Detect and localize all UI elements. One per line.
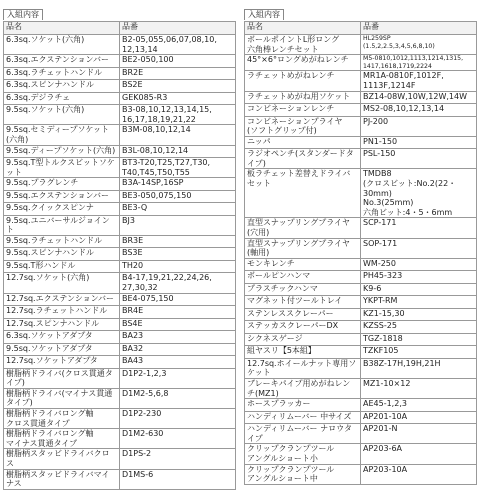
table-row	[4, 190, 236, 203]
part-number-cell: GEK085-R3	[120, 92, 236, 105]
part-name-cell: 12.7sq.ソケットアダプタ	[4, 356, 120, 369]
table-row	[4, 343, 236, 356]
part-name-cell: 6.3sq.ラチェットハンドル	[4, 67, 120, 80]
part-number-cell: B3M-08,10,12,14	[120, 125, 236, 145]
table-row	[245, 91, 477, 104]
part-number-cell: SOP-171	[361, 238, 477, 258]
table-row	[4, 388, 236, 408]
part-number-cell: MZ1-10×12	[361, 378, 477, 398]
table-row	[4, 145, 236, 158]
part-name-cell: モンキレンチ	[245, 258, 361, 271]
part-name-cell: 12.7sq.ホイールナット専用ソケット	[245, 358, 361, 378]
part-name-cell: 9.5sq.ソケットアダプタ	[4, 343, 120, 356]
table-row	[245, 358, 477, 378]
part-number-cell: BR3E	[120, 235, 236, 248]
table-row	[245, 258, 477, 271]
part-name-cell: クリップクランプツール アングルショート小	[245, 444, 361, 464]
part-name-cell: ラチェットめがねレンチ	[245, 71, 361, 91]
part-name-cell: 樹脂柄スタッビドライバマイナス	[4, 469, 120, 489]
table-row	[4, 158, 236, 178]
part-number-cell: AP203-10A	[361, 464, 477, 484]
part-name-cell: 樹脂柄ドライバロング軸 クロス貫通タイプ	[4, 409, 120, 429]
part-number-cell: BJ3	[120, 215, 236, 235]
part-number-cell: D1MS-6	[120, 469, 236, 489]
part-name-cell: ボールポイントL形ロング 六角棒レンチセット	[245, 35, 361, 55]
table-row	[4, 248, 236, 261]
right-header-row	[245, 22, 477, 35]
part-number-cell: B3L-08,10,12,14	[120, 145, 236, 158]
table-row	[245, 308, 477, 321]
table-row	[4, 125, 236, 145]
table-row	[245, 346, 477, 359]
part-name-cell: 45°×6°ロングめがねレンチ	[245, 55, 361, 71]
part-number-cell: BE4-075,150	[120, 293, 236, 306]
table-row	[245, 424, 477, 444]
table-row	[4, 235, 236, 248]
part-number-cell: AP201-10A	[361, 411, 477, 424]
table-row	[4, 178, 236, 191]
part-name-cell: 6.3sq.エクステンションバー	[4, 55, 120, 68]
right-header-name: 品名	[245, 22, 361, 35]
table-row	[4, 429, 236, 449]
part-number-cell: PJ-200	[361, 116, 477, 136]
table-row	[4, 306, 236, 319]
table-row	[245, 169, 477, 218]
part-number-cell: SCP-171	[361, 218, 477, 238]
part-name-cell: 板ラチェット差替えドライバセット	[245, 169, 361, 218]
part-name-cell: 9.5sq.エクステンションバー	[4, 190, 120, 203]
table-row	[245, 271, 477, 284]
part-number-cell: K9-6	[361, 283, 477, 296]
part-name-cell: プラスチックハンマ	[245, 283, 361, 296]
part-name-cell: ラジオペンチ(スタンダードタイプ)	[245, 149, 361, 169]
left-table-body	[4, 35, 236, 490]
part-number-cell: BE2-050,100	[120, 55, 236, 68]
part-number-cell: D1M2-630	[120, 429, 236, 449]
part-name-cell: 樹脂柄ドライバ(マイナス貫通タイプ)	[4, 388, 120, 408]
left-header-row	[4, 22, 236, 35]
part-name-cell: コンビネーションレンチ	[245, 104, 361, 117]
part-name-cell: 9.5sq.プラグレンチ	[4, 178, 120, 191]
part-number-cell: MR1A-0810F,1012F, 1113F,1214F	[361, 71, 477, 91]
part-name-cell: 9.5sq.ディープソケット(六角)	[4, 145, 120, 158]
table-row	[4, 105, 236, 125]
part-number-cell: PN1-150	[361, 136, 477, 149]
table-row	[245, 136, 477, 149]
part-number-cell: M5-0810,1012,1113,1214,1315, 1417,1618,1719,2224	[361, 55, 477, 71]
table-row	[245, 399, 477, 412]
part-name-cell: 9.5sq.ユニバーサルジョイント	[4, 215, 120, 235]
part-name-cell: 6.3sq.デジラチェ	[4, 92, 120, 105]
part-name-cell: 12.7sq.ソケット(六角)	[4, 273, 120, 293]
part-number-cell: AP201-N	[361, 424, 477, 444]
part-number-cell: B3-08,10,12,13,14,15, 16,17,18,19,21,22	[120, 105, 236, 125]
part-name-cell: 9.5sq.セミディープソケット(六角)	[4, 125, 120, 145]
part-name-cell: 12.7sq.スピンナハンドル	[4, 318, 120, 331]
part-number-cell: BZ14-08W,10W,12W,14W	[361, 91, 477, 104]
table-row	[245, 464, 477, 484]
part-name-cell: 9.5sq.クイックスピンナ	[4, 203, 120, 216]
part-number-cell: BR4E	[120, 306, 236, 319]
part-number-cell: BS2E	[120, 80, 236, 93]
left-header-code: 品番	[120, 22, 236, 35]
table-row	[245, 35, 477, 55]
table-row	[4, 356, 236, 369]
table-row	[4, 67, 236, 80]
part-number-cell: BS4E	[120, 318, 236, 331]
part-name-cell: 6.3sq.ソケット(六角)	[4, 35, 120, 55]
part-number-cell: TH20	[120, 260, 236, 273]
part-number-cell: BT3-T20,T25,T27,T30, T40,T45,T50,T55	[120, 158, 236, 178]
part-name-cell: 9.5sq.ソケット(六角)	[4, 105, 120, 125]
table-row	[4, 273, 236, 293]
part-name-cell: 組ヤスリ【5本組】	[245, 346, 361, 359]
right-parts-table	[244, 21, 477, 485]
part-name-cell: 直型スナップリングプライヤ(軸用)	[245, 238, 361, 258]
part-name-cell: 9.5sq.T形ハンドル	[4, 260, 120, 273]
table-row	[4, 260, 236, 273]
part-number-cell: BE3-050,075,150	[120, 190, 236, 203]
part-name-cell: 9.5sq.スピンナハンドル	[4, 248, 120, 261]
part-name-cell: シクネスゲージ	[245, 333, 361, 346]
part-number-cell: PH45-323	[361, 271, 477, 284]
part-number-cell: D1P2-230	[120, 409, 236, 429]
part-number-cell: D1PS-2	[120, 449, 236, 469]
table-row	[4, 368, 236, 388]
part-number-cell: TZKF105	[361, 346, 477, 359]
table-row	[245, 104, 477, 117]
table-row	[245, 149, 477, 169]
table-row	[4, 35, 236, 55]
part-name-cell: 6.3sq.ソケットアダプタ	[4, 331, 120, 344]
part-name-cell: ホースプラッカー	[245, 399, 361, 412]
table-row	[245, 296, 477, 309]
part-name-cell: ボールピンハンマ	[245, 271, 361, 284]
right-parts-panel	[244, 2, 477, 485]
part-number-cell: D1M2-5,6,8	[120, 388, 236, 408]
part-number-cell: BA43	[120, 356, 236, 369]
table-row	[4, 469, 236, 489]
table-row	[245, 283, 477, 296]
part-number-cell: YKPT-RM	[361, 296, 477, 309]
table-row	[245, 378, 477, 398]
part-number-cell: TMDB8 (クロスビット:No.2(22・30mm) No.3(25mm) 六角ビット:4・5・6mm	[361, 169, 477, 218]
part-number-cell: KZ1-15,30	[361, 308, 477, 321]
part-name-cell: ブレーキパイプ用めがねレンチ(MZ1)	[245, 378, 361, 398]
part-number-cell: B38Z-17H,19H,21H	[361, 358, 477, 378]
table-row	[4, 331, 236, 344]
part-name-cell: ラチェットめがね用ソケット	[245, 91, 361, 104]
right-header-code: 品番	[361, 22, 477, 35]
part-name-cell: マグネット付ツールトレイ	[245, 296, 361, 309]
part-number-cell: BR2E	[120, 67, 236, 80]
table-row	[4, 55, 236, 68]
left-parts-table	[3, 21, 236, 490]
table-row	[245, 238, 477, 258]
part-name-cell: 9.5sq.T型トルクスビットソケット	[4, 158, 120, 178]
part-number-cell: AP203-6A	[361, 444, 477, 464]
table-row	[4, 409, 236, 429]
part-name-cell: ステッカスクレーパーDX	[245, 321, 361, 334]
part-number-cell: TGZ-1818	[361, 333, 477, 346]
part-number-cell: WM-250	[361, 258, 477, 271]
part-name-cell: 直型スナップリングプライヤ(穴用)	[245, 218, 361, 238]
left-header-name: 品名	[4, 22, 120, 35]
part-number-cell: HL259SP (1.5,2,2.5,3,4,5,6,8,10)	[361, 35, 477, 55]
part-number-cell: KZSS-25	[361, 321, 477, 334]
part-number-cell: B3A-14SP,16SP	[120, 178, 236, 191]
table-row	[4, 203, 236, 216]
part-name-cell: 樹脂柄ドライバロング軸 マイナス貫通タイプ	[4, 429, 120, 449]
left-caption: 入組内容	[3, 9, 43, 20]
part-name-cell: 9.5sq.ラチェットハンドル	[4, 235, 120, 248]
part-number-cell: BA32	[120, 343, 236, 356]
table-row	[4, 293, 236, 306]
table-row	[245, 218, 477, 238]
part-name-cell: 6.3sq.スピンナハンドル	[4, 80, 120, 93]
table-row	[245, 321, 477, 334]
part-number-cell: BS3E	[120, 248, 236, 261]
part-number-cell: PSL-150	[361, 149, 477, 169]
table-row	[245, 116, 477, 136]
part-name-cell: ステンレススクレーパー	[245, 308, 361, 321]
part-name-cell: 12.7sq.エクステンションバー	[4, 293, 120, 306]
table-row	[245, 71, 477, 91]
table-row	[245, 411, 477, 424]
right-table-body	[245, 35, 477, 485]
part-number-cell: BE3-Q	[120, 203, 236, 216]
part-name-cell: ニッパ	[245, 136, 361, 149]
part-number-cell: BA23	[120, 331, 236, 344]
part-name-cell: クリップクランプツール アングルショート中	[245, 464, 361, 484]
table-row	[245, 333, 477, 346]
right-caption: 入組内容	[244, 9, 284, 20]
table-row	[4, 92, 236, 105]
part-number-cell: B4-17,19,21,22,24,26, 27,30,32	[120, 273, 236, 293]
part-name-cell: 樹脂柄ドライバ(クロス貫通タイプ)	[4, 368, 120, 388]
table-row	[245, 55, 477, 71]
part-name-cell: 樹脂柄スタッビドライバクロス	[4, 449, 120, 469]
table-row	[4, 215, 236, 235]
table-row	[4, 449, 236, 469]
part-name-cell: ハンディリムーバー ナロウタイプ	[245, 424, 361, 444]
table-row	[245, 444, 477, 464]
part-number-cell: B2-05,055,06,07,08,10, 12,13,14	[120, 35, 236, 55]
part-name-cell: 12.7sq.ラチェットハンドル	[4, 306, 120, 319]
table-row	[4, 80, 236, 93]
part-number-cell: MS2-08,10,12,13,14	[361, 104, 477, 117]
part-number-cell: D1P2-1,2,3	[120, 368, 236, 388]
part-number-cell: AE45-1,2,3	[361, 399, 477, 412]
table-row	[4, 318, 236, 331]
part-name-cell: コンビネーションプライヤ (ソフトグリップ付)	[245, 116, 361, 136]
part-name-cell: ハンディリムーバー 中サイズ	[245, 411, 361, 424]
left-parts-panel	[3, 2, 236, 490]
